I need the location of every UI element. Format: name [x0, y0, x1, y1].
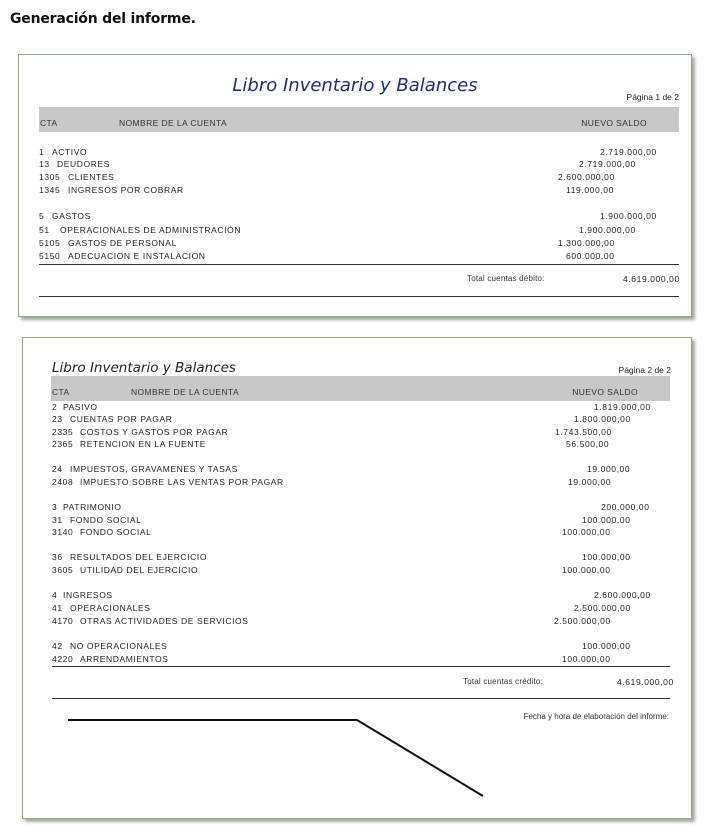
- divider: [39, 296, 679, 297]
- account-name: FONDO SOCIAL: [70, 515, 142, 525]
- account-code: 42: [52, 641, 63, 651]
- account-amount: 1.819.000,00: [594, 402, 651, 412]
- account-name: NO OPERACIONALES: [70, 641, 168, 651]
- account-amount: 19.000,00: [568, 477, 612, 487]
- account-amount: 1.800.000,00: [574, 414, 631, 424]
- account-code: 4170: [52, 616, 74, 626]
- account-amount: 119.000,00: [566, 185, 614, 195]
- report-title: Libro Inventario y Balances: [232, 75, 478, 96]
- account-code: 2365: [52, 439, 74, 449]
- header-new-balance: NUEVO SALDO: [572, 387, 638, 397]
- account-name: UTILIDAD DEL EJERCICIO: [80, 565, 199, 575]
- account-name: FONDO SOCIAL: [80, 527, 152, 537]
- account-amount: 19.000,00: [587, 464, 631, 474]
- account-name: IMPUESTOS, GRAVAMENES Y TASAS: [70, 464, 238, 474]
- account-amount: 1.743.500,00: [555, 427, 612, 437]
- account-name: INGRESOS POR COBRAR: [68, 185, 184, 195]
- account-amount: 1.900.000,00: [600, 211, 657, 221]
- account-name: OPERACIONALES: [70, 603, 151, 613]
- account-code: 5: [39, 211, 45, 221]
- total-debit-value: 4.619.000,00: [623, 274, 680, 284]
- header-cta: CTA: [40, 118, 58, 128]
- account-amount: 2.500.000,00: [574, 603, 631, 613]
- account-code: 36: [52, 552, 63, 562]
- account-amount: 100.000,00: [582, 515, 631, 525]
- account-name: IMPUESTO SOBRE LAS VENTAS POR PAGAR: [80, 477, 284, 487]
- account-name: PASIVO: [63, 402, 98, 412]
- account-code: 4: [52, 590, 58, 600]
- account-name: PATRIMONIO: [63, 502, 122, 512]
- report-title: Libro Inventario y Balances: [52, 360, 236, 376]
- account-name: COSTOS Y GASTOS POR PAGAR: [80, 427, 229, 437]
- account-amount: 2.600.000,00: [594, 590, 651, 600]
- account-amount: 2.600.000,00: [558, 172, 615, 182]
- header-account-name: NOMBRE DE LA CUENTA: [119, 118, 228, 128]
- account-code: 23: [52, 414, 63, 424]
- report-page-1: [18, 54, 692, 317]
- account-name: CUENTAS POR PAGAR: [70, 414, 173, 424]
- account-code: 3605: [52, 565, 74, 575]
- account-amount: 200.000,00: [601, 502, 650, 512]
- account-amount: 600.000,00: [566, 251, 615, 261]
- account-code: 5150: [39, 251, 61, 261]
- account-code: 31: [52, 515, 63, 525]
- header-cta: CTA: [52, 387, 70, 397]
- section-heading: Generación del informe.: [10, 11, 196, 27]
- account-code: 41: [52, 603, 63, 613]
- account-amount: 100.000,00: [562, 654, 611, 664]
- account-name: OPERACIONALES DE ADMINISTRACIÓN: [60, 225, 242, 235]
- account-amount: 1.300.000,00: [558, 238, 615, 248]
- account-code: 1345: [39, 185, 61, 195]
- account-name: GASTOS DE PERSONAL: [68, 238, 177, 248]
- account-code: 2335: [52, 427, 74, 437]
- account-code: 3140: [52, 527, 74, 537]
- account-amount: 2.719.000,00: [600, 147, 657, 157]
- divider: [39, 264, 679, 265]
- page-indicator: Página 1 de 2: [626, 92, 679, 102]
- account-code: 1: [39, 147, 45, 157]
- total-credit-label: Total cuentas crédito:: [463, 677, 543, 686]
- account-name: ADECUACION E INSTALACION: [68, 251, 206, 261]
- account-amount: 2.500.000,00: [554, 616, 611, 626]
- total-credit-value: 4.619.000,00: [617, 677, 674, 687]
- header-account-name: NOMBRE DE LA CUENTA: [131, 387, 240, 397]
- account-amount: 100.000,00: [582, 641, 631, 651]
- account-name: RETENCION EN LA FUENTE: [80, 439, 207, 449]
- account-amount: 2.719.000,00: [579, 159, 636, 169]
- account-code: 13: [39, 159, 50, 169]
- report-page-2: [22, 337, 692, 819]
- account-code: 5105: [39, 238, 61, 248]
- header-new-balance: NUEVO SALDO: [581, 118, 647, 128]
- account-code: 24: [52, 464, 63, 474]
- account-name: RESULTADOS DEL EJERCICIO: [70, 552, 208, 562]
- account-name: ACTIVO: [52, 147, 88, 157]
- account-amount: 1.900.000,00: [579, 225, 636, 235]
- account-code: 2408: [52, 477, 74, 487]
- account-code: 2: [52, 402, 58, 412]
- generation-datetime-label: Fecha y hora de elaboración del informe:: [523, 712, 669, 721]
- account-name: CLIENTES: [68, 172, 115, 182]
- account-code: 4220: [52, 654, 74, 664]
- account-name: INGRESOS: [63, 590, 113, 600]
- account-name: DEUDORES: [57, 159, 110, 169]
- account-name: ARRENDAMIENTOS: [80, 654, 169, 664]
- table-header: [39, 107, 679, 132]
- account-amount: 56.500,00: [566, 439, 610, 449]
- account-code: 1305: [39, 172, 61, 182]
- account-amount: 100.000,00: [562, 565, 611, 575]
- account-amount: 100.000,00: [582, 552, 631, 562]
- total-debit-label: Total cuentas débito:: [467, 274, 545, 283]
- signature-stroke: [23, 338, 691, 818]
- account-code: 3: [52, 502, 58, 512]
- account-name: GASTOS: [52, 211, 91, 221]
- account-code: 51: [39, 225, 50, 235]
- account-name: OTRAS ACTIVIDADES DE SERVICIOS: [80, 616, 249, 626]
- page-indicator: Página 2 de 2: [618, 365, 671, 375]
- account-amount: 100.000,00: [562, 527, 611, 537]
